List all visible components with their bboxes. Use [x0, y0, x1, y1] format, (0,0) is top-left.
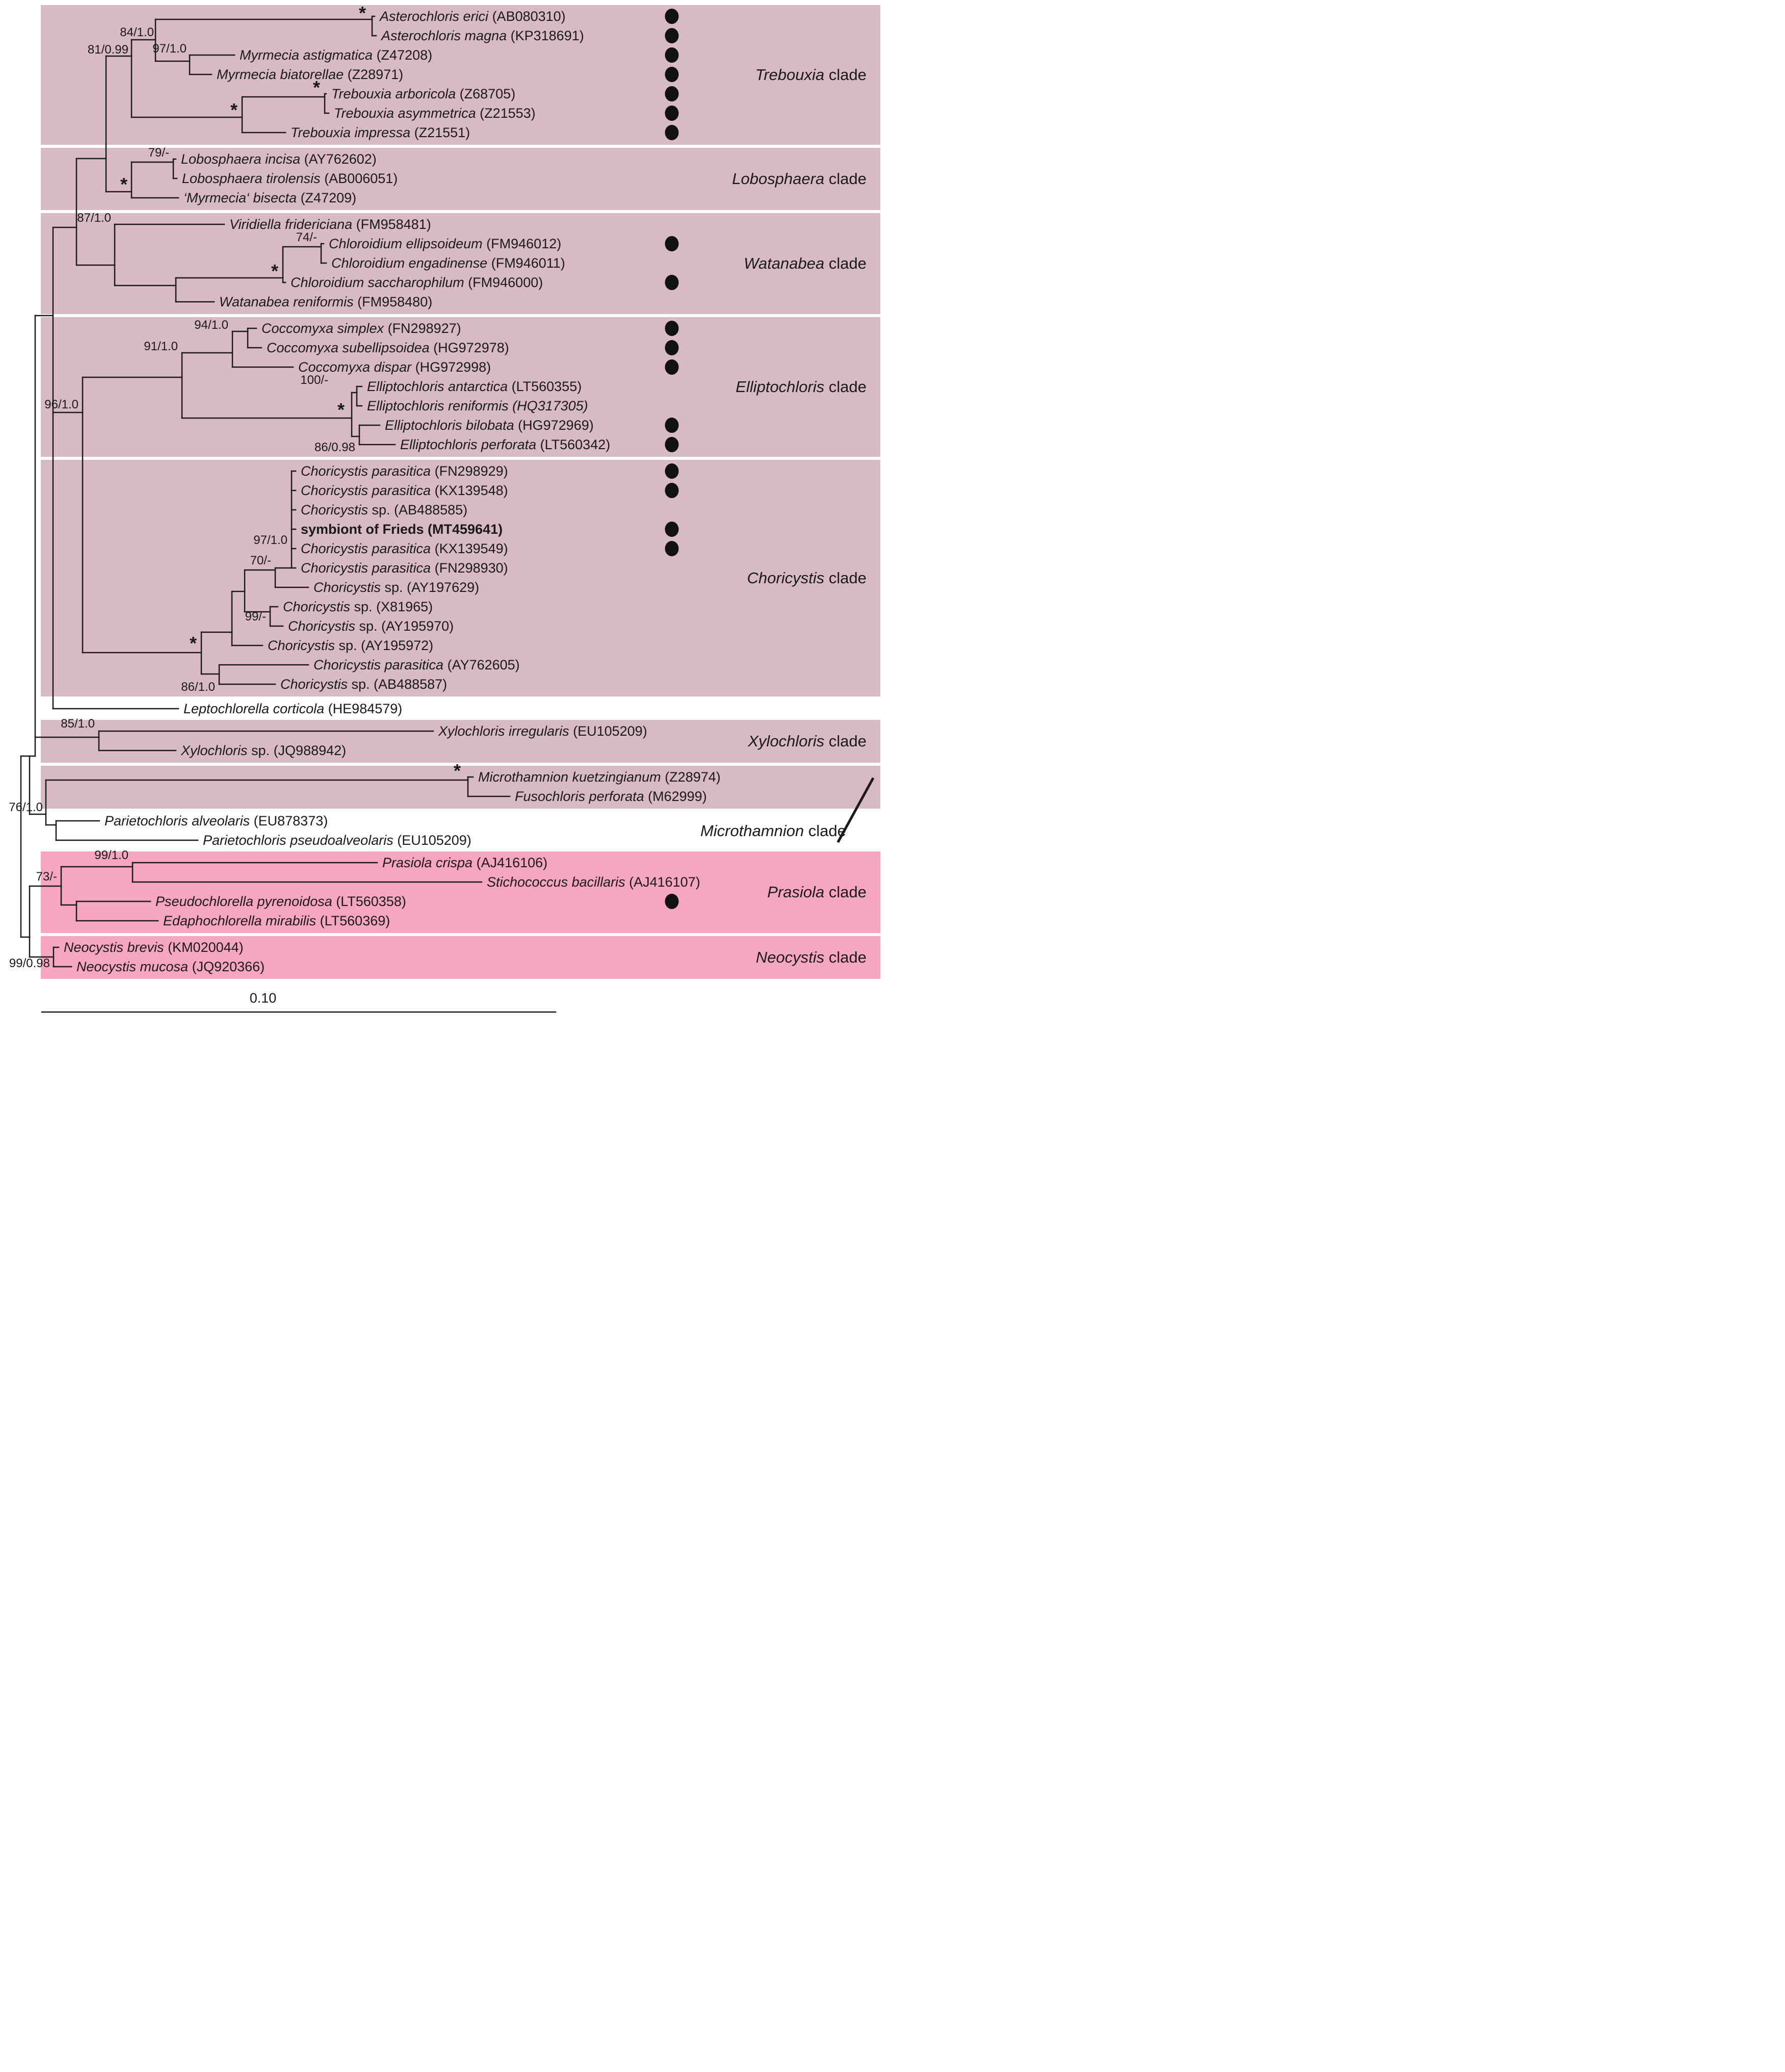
support-asterisk: * — [312, 77, 320, 98]
clade-label-elliptochloris: Elliptochloris clade — [736, 378, 867, 396]
sample-dot — [665, 47, 679, 63]
taxon-label: Asterochloris magna (KP318691) — [381, 28, 584, 43]
taxon-label: Choricystis sp. (AY195972) — [268, 638, 434, 653]
taxon-label: Xylochloris irregularis (EU105209) — [438, 723, 647, 739]
taxon-label: Xylochloris sp. (JQ988942) — [181, 743, 347, 758]
taxon-label: Watanabea reniformis (FM958480) — [219, 294, 433, 309]
support-value: 97/1.0 — [152, 42, 187, 56]
sample-dot — [665, 463, 679, 479]
clade-label-trebouxia: Trebouxia clade — [755, 66, 867, 84]
phylogenetic-tree-figure — [0, 0, 892, 1036]
taxon-label: Prasiola crispa (AJ416106) — [382, 855, 548, 870]
support-asterisk: * — [120, 174, 127, 195]
taxon-label: Lobosphaera tirolensis (AB006051) — [182, 171, 398, 186]
taxon-label: Pseudochlorella pyrenoidosa (LT560358) — [155, 894, 406, 909]
taxon-label-symbiont: symbiont of Frieds (MT459641) — [301, 522, 503, 537]
support-asterisk: * — [230, 99, 238, 120]
taxon-label: Choricystis sp. (AY195970) — [288, 618, 454, 634]
taxon-label: Choricystis sp. (AY197629) — [313, 580, 480, 595]
taxon-label: Stichococcus bacillaris (AJ416107) — [487, 874, 700, 890]
taxon-label: Neocystis brevis (KM020044) — [64, 940, 244, 955]
taxon-label: Choricystis parasitica (FN298930) — [301, 560, 508, 576]
sample-dot — [665, 321, 679, 336]
taxon-label: Coccomyxa subellipsoidea (HG972978) — [267, 340, 509, 355]
sample-dot — [665, 340, 679, 355]
sample-dot — [665, 894, 679, 909]
taxon-label: Neocystis mucosa (JQ920366) — [76, 959, 265, 974]
taxon-label: Coccomyxa dispar (HG972998) — [298, 359, 491, 375]
support-value: 73/- — [36, 870, 57, 884]
sample-dot — [665, 418, 679, 433]
support-asterisk: * — [337, 399, 345, 420]
taxon-label: Elliptochloris bilobata (HG972969) — [385, 418, 594, 433]
support-value: 99/- — [245, 610, 266, 624]
taxon-label: Fusochloris perforata (M62999) — [515, 789, 707, 804]
support-value: 84/1.0 — [120, 25, 154, 39]
support-asterisk: * — [189, 633, 197, 654]
taxon-label: Choricystis sp. (AB488585) — [301, 502, 468, 517]
support-value: 86/0.98 — [314, 441, 355, 454]
clade-label-watanabea: Watanabea clade — [744, 254, 867, 272]
taxon-label: Choricystis sp. (X81965) — [283, 599, 433, 614]
taxon-label: Chloroidium saccharophilum (FM946000) — [291, 275, 543, 290]
sample-dot — [665, 522, 679, 537]
support-value: 94/1.0 — [194, 318, 228, 332]
support-asterisk: * — [453, 760, 461, 781]
taxon-label: Trebouxia asymmetrica (Z21553) — [334, 106, 536, 121]
support-value: 100/- — [300, 373, 328, 387]
sample-dot — [665, 541, 679, 556]
support-value: 81/0.99 — [87, 43, 128, 57]
sample-dot — [665, 437, 679, 452]
support-asterisk: * — [271, 261, 278, 281]
sample-dot — [665, 106, 679, 121]
support-value: 85/1.0 — [61, 717, 95, 731]
support-value: 96/1.0 — [44, 398, 78, 411]
sample-dot — [665, 236, 679, 251]
taxon-label: Trebouxia impressa (Z21551) — [291, 125, 470, 140]
clade-label-microthamnion: Microthamnion clade — [700, 822, 846, 840]
taxon-label: Chloroidium ellipsoideum (FM946012) — [329, 236, 562, 251]
support-value: 99/0.98 — [9, 956, 50, 970]
taxon-label: Asterochloris erici (AB080310) — [380, 9, 566, 24]
support-value: 97/1.0 — [253, 533, 287, 547]
sample-dot — [665, 483, 679, 498]
taxon-label: Microthamnion kuetzingianum (Z28974) — [478, 769, 721, 785]
support-asterisk: * — [358, 3, 366, 23]
taxon-label: Choricystis parasitica (AY762605) — [313, 657, 520, 672]
sample-dot — [665, 9, 679, 24]
taxon-label: Elliptochloris antarctica (LT560355) — [367, 379, 582, 394]
tree-branches — [0, 0, 892, 1036]
clade-label-choricystis: Choricystis clade — [747, 569, 867, 587]
support-value: 87/1.0 — [77, 211, 111, 225]
taxon-label: Edaphochlorella mirabilis (LT560369) — [163, 913, 390, 928]
support-value: 79/- — [148, 146, 169, 160]
taxon-label: Myrmecia astigmatica (Z47208) — [240, 47, 433, 63]
scale-bar-label: 0.10 — [249, 990, 277, 1006]
sample-dot — [665, 28, 679, 43]
taxon-label: Elliptochloris reniformis (HQ317305) — [367, 398, 588, 413]
support-value: 74/- — [296, 230, 317, 244]
support-value: 70/- — [250, 554, 271, 567]
taxon-label: Trebouxia arboricola (Z68705) — [331, 86, 516, 101]
clade-label-xylochloris: Xylochloris clade — [748, 732, 867, 750]
taxon-label: Parietochloris pseudoalveolaris (EU105209) — [203, 833, 471, 848]
taxon-label: Myrmecia biatorellae (Z28971) — [217, 67, 404, 82]
support-value: 76/1.0 — [9, 800, 43, 814]
support-value: 86/1.0 — [181, 680, 215, 694]
sample-dot — [665, 86, 679, 101]
sample-dot — [665, 125, 679, 140]
sample-dot — [665, 359, 679, 375]
support-value: 91/1.0 — [144, 340, 178, 353]
taxon-label: Choricystis parasitica (KX139549) — [301, 541, 508, 556]
taxon-label: Parietochloris alveolaris (EU878373) — [104, 813, 328, 828]
taxon-label: Choricystis sp. (AB488587) — [280, 677, 448, 692]
taxon-label: Chloroidium engadinense (FM946011) — [331, 255, 565, 271]
taxon-label: Coccomyxa simplex (FN298927) — [261, 321, 461, 336]
taxon-label: Lobosphaera incisa (AY762602) — [181, 151, 377, 167]
taxon-label: Viridiella fridericiana (FM958481) — [229, 217, 431, 232]
sample-dot — [665, 67, 679, 82]
support-value: 99/1.0 — [94, 848, 128, 862]
clade-label-lobosphaera: Lobosphaera clade — [732, 170, 867, 188]
taxon-label: ‘Myrmecia‘ bisecta (Z47209) — [183, 190, 357, 205]
taxon-label: Choricystis parasitica (KX139548) — [301, 483, 508, 498]
taxon-label: Leptochlorella corticola (HE984579) — [183, 701, 403, 716]
sample-dot — [665, 275, 679, 290]
taxon-label: Elliptochloris perforata (LT560342) — [400, 437, 611, 452]
taxon-label: Choricystis parasitica (FN298929) — [301, 463, 508, 479]
clade-label-neocystis: Neocystis clade — [755, 948, 867, 966]
clade-label-prasiola: Prasiola clade — [767, 883, 867, 901]
